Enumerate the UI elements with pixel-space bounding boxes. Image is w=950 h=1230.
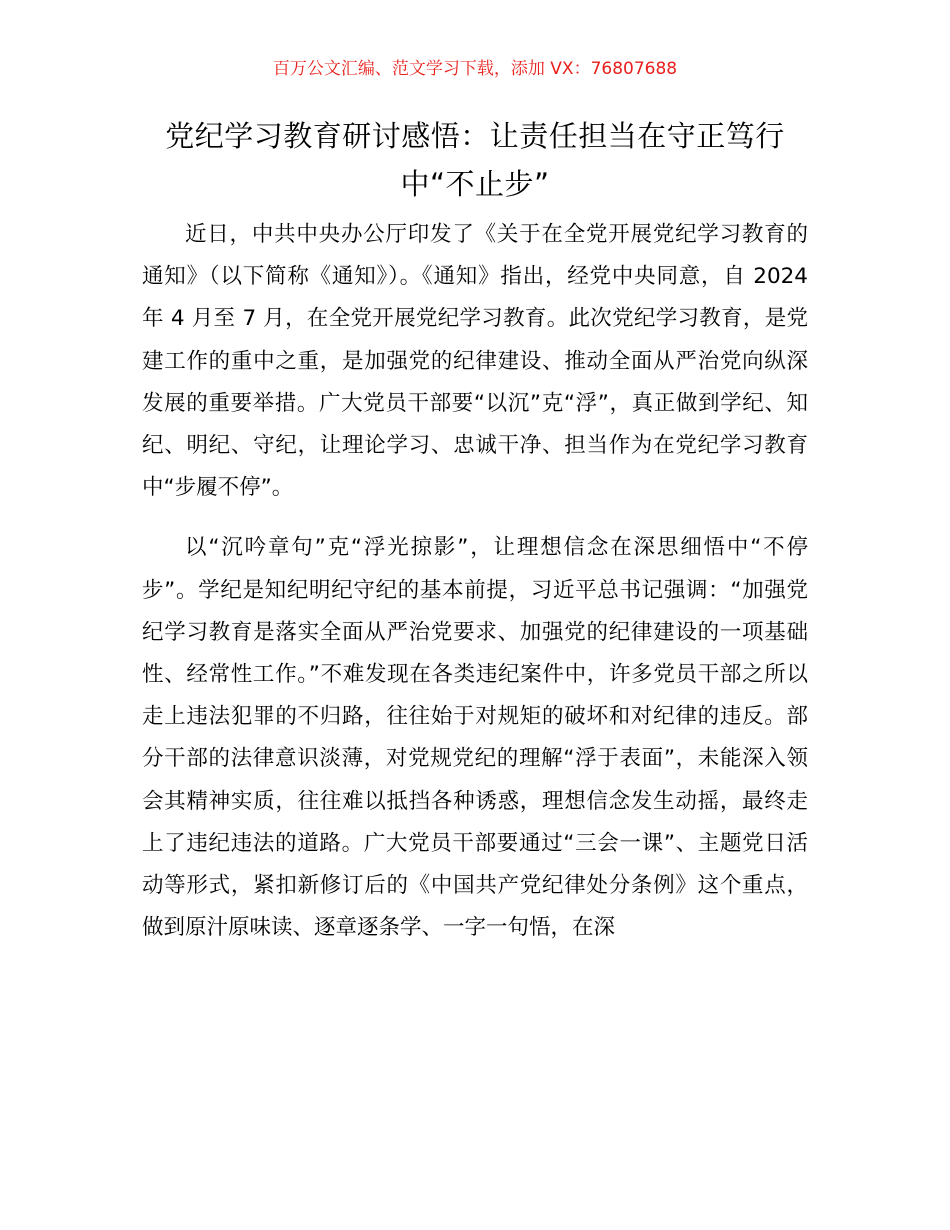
header-watermark-text: 百万公文汇编、范文学习下载，添加 VX：76807688 — [272, 59, 678, 79]
paragraph-2: 以“沉吟章句”克“浮光掠影”，让理想信念在深思细悟中“不停步”。学纪是知纪明纪守纪的基本前提，习近平总书记强调：“加强党纪学习教育是落实全面从严治党要求、加强党的纪律建设的一项基础性、经常性工作。”不难发现在各类违纪案件中，许多党员干部之所以走上违法犯罪的不归路，往往始于对规矩的破坏和对纪律的违反。部分干部的法律意识淡薄，对党规党纪的理解“浮于表面”，未能深入领会其精神实质，往往难以抵挡各种诱惑，理想信念发生动摇，最终走上了违纪违法的道路。广大党员干部要通过“三会一课”、主题党日活动等形式，紧扣新修订后的《中国共产党纪律处分条例》这个重点，做到原汁原味读、逐章逐条学、一字一句悟，在深 — [142, 535, 808, 941]
paragraph-1: 近日，中共中央办公厅印发了《关于在全党开展党纪学习教育的通知》（以下简称《通知》）。《通知》指出，经党中央同意，自 2024 年 4 月至 7 月，在全党开展党纪学习教育。此次党纪学习教育，是党建工作的重中之重，是加强党的纪律建设、推动全面从严治党向纵深发展的重要举措。广大党员干部要“以沉”克“浮”，真正做到学纪、知纪、明纪、守纪，让理论学习、忠诚干净、担当作为在党纪学习教育中“步履不停”。 — [142, 222, 808, 501]
document-title: 党纪学习教育研讨感悟：让责任担当在守正笃行中“不止步” — [165, 119, 785, 201]
document-body — [142, 214, 808, 967]
